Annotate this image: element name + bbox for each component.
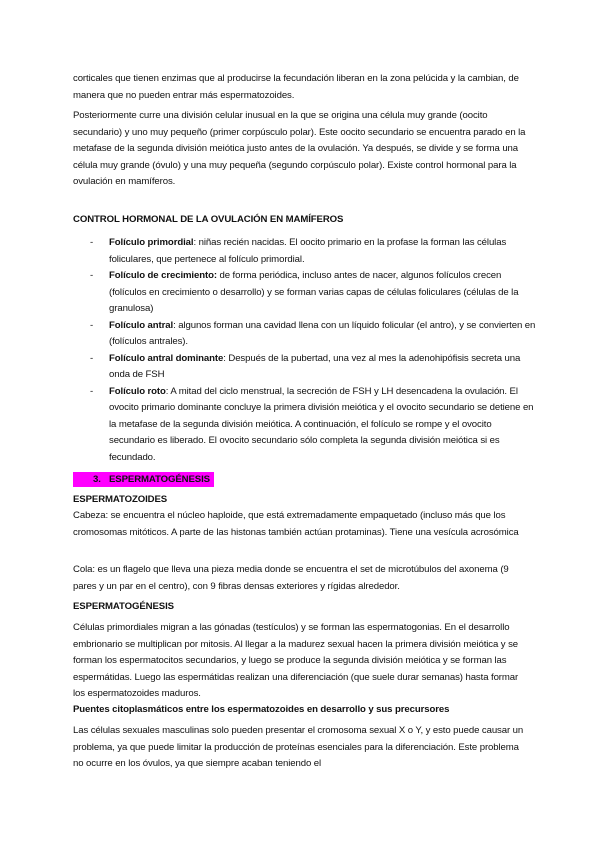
list-item-folliculo-antral-dominante: - Folículo antral dominante: Después de la pubertad, una vez al mes la adenohipófisis secreta una onda de FSH	[90, 352, 521, 380]
section-heading	[73, 472, 531, 489]
paragraph-puentes: Las células sexuales masculinas solo pueden presentar el cromosoma sexual X o Y, y esto puede causar un problema, ya que puede limitar la producción de proteínas esenciales para la diferenciación. Este problema no ocurre en los óvulos, ya que siempre acaban teniendo el	[73, 725, 524, 769]
paragraph-intro: corticales que tienen enzimas que al producirse la fecundación liberan en la zona pelúcida y la cambian, de manera que no pueden entrar más espermatozoides.	[73, 73, 519, 101]
list-item-folliculo-roto: - Folículo roto: A mitad del ciclo menstrual, la secreción de FSH y LH desencadena la ovulación. El ovocito primario dominante concluye la primera división meiótica y el ovocito secundario se detiene en la metafase de la segunda división meiótica. A continuación, el folículo se rompe y el ovocito secundario es liberado. El ovocito secundario sólo completa la segunda división meiótica si es fecundado.	[90, 385, 534, 463]
heading-control-hormonal: CONTROL HORMONAL DE LA OVULACIÓN EN MAMÍFEROS	[73, 214, 344, 225]
paragraph-espermatogenesis: Células primordiales migran a las gónadas (testículos) y se forman las espermatogonias. En el desarrollo embrionario se multiplican por mitosis. Al llegar a la madurez sexual hacen la primera división meiótica y se forman los espermatocitos secundarios, y luego se produce la segunda división meiótica y se forman las espermátidas. Luego las espermátidas realizan una diferenciación (que suele durar semanas) hasta formar los espermatozoides maduros.	[73, 622, 519, 699]
paragraph-cabeza: Cabeza: se encuentra el núcleo haploide, que está extremadamente empaquetado (incluso más que los cromosomas mitóticos. A parte de las histonas también actúan protaminas). Tiene una vesícula acrosómica	[73, 510, 519, 538]
paragraph-meiosis: Posteriormente curre una división celular inusual en la que se origina una célula muy grande (oocito secundario) y uno muy pequeño (primer corpúsculo polar). Este oocito secundario se encuentra parado en la metafase de la segunda división meiótica justo antes de la ovulación. Ya después, se divide y se forma una célula muy grande (óvulo) y una muy pequeña (segundo corpúsculo polar). Existe control hormonal para la ovulación en mamíferos.	[73, 110, 526, 187]
section-title: ESPERMATOGÉNESIS	[109, 474, 210, 485]
section-highlight	[73, 472, 214, 487]
heading-puentes-citoplasmaticos: Puentes citoplasmáticos entre los espermatozoides en desarrollo y sus precursores	[73, 704, 450, 715]
heading-espermatozoides: ESPERMATOZOIDES	[73, 494, 168, 505]
list-item-folliculo-antral: - Folículo antral: algunos forman una cavidad llena con un líquido folicular (el antro), y se convierten en (folículos antrales).	[90, 319, 536, 347]
list-item-folliculo-primordial: - Folículo primordial: niñas recién nacidas. El oocito primario en la profase la forman las células foliculares, que pertenece al folículo primordial.	[90, 237, 507, 265]
heading-espermatogenesis: ESPERMATOGÉNESIS	[73, 601, 174, 612]
paragraph-cola: Cola: es un flagelo que lleva una pieza media donde se encuentra el set de microtúbulos del axonema (9 pares y un par en el centro), con 9 fibras densas exteriores y rígidas alrededor.	[73, 564, 509, 592]
section-number: 3.	[93, 474, 101, 485]
list-item-folliculo-crecimiento: - Folículo de crecimiento: de forma periódica, incluso antes de nacer, algunos folículos crecen (folículos en crecimiento o desarrollo) y se forman varias capas de células foliculares (células de la granulosa)	[90, 270, 519, 314]
follicle-list	[90, 235, 536, 466]
